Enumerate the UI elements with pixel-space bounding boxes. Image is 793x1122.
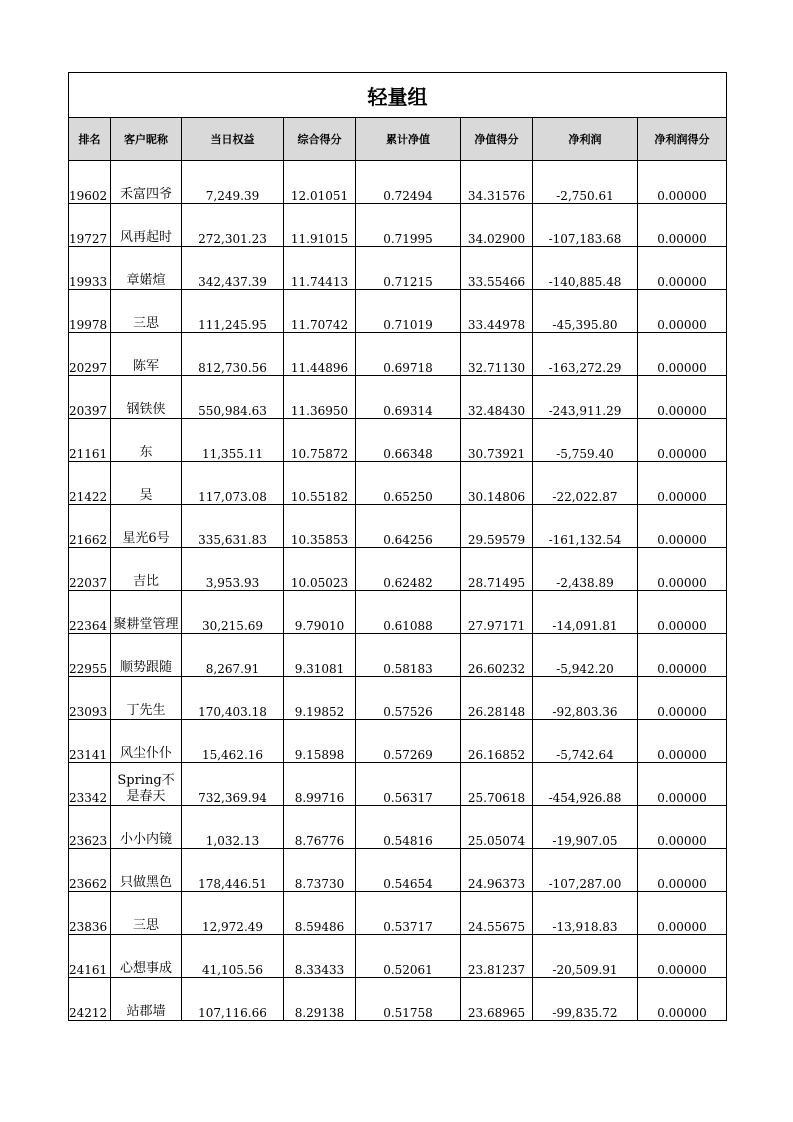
cell-net-profit: -19,907.05 bbox=[533, 806, 638, 849]
cell-equity: 335,631.83 bbox=[182, 505, 284, 548]
table-title: 轻量组 bbox=[69, 73, 727, 118]
cell-nickname: 三思 bbox=[111, 290, 182, 333]
cell-nav-score: 28.71495 bbox=[461, 548, 533, 591]
cell-net-profit-score: 0.00000 bbox=[638, 548, 727, 591]
cell-nav-score: 27.97171 bbox=[461, 591, 533, 634]
cell-nav-score: 26.60232 bbox=[461, 634, 533, 677]
cell-equity: 12,972.49 bbox=[182, 892, 284, 935]
cell-rank: 21161 bbox=[69, 419, 111, 462]
cell-cumulative-nav: 0.62482 bbox=[356, 548, 461, 591]
cell-nav-score: 26.28148 bbox=[461, 677, 533, 720]
cell-equity: 15,462.16 bbox=[182, 720, 284, 763]
cell-nickname: 星光6号 bbox=[111, 505, 182, 548]
cell-total-score: 9.79010 bbox=[284, 591, 356, 634]
cell-equity: 3,953.93 bbox=[182, 548, 284, 591]
cell-cumulative-nav: 0.71019 bbox=[356, 290, 461, 333]
cell-net-profit-score: 0.00000 bbox=[638, 247, 727, 290]
cell-nickname: Spring不是春天 bbox=[111, 763, 182, 806]
cell-nickname: 只做黑色 bbox=[111, 849, 182, 892]
cell-nav-score: 33.44978 bbox=[461, 290, 533, 333]
cell-cumulative-nav: 0.69718 bbox=[356, 333, 461, 376]
cell-nickname: 顺势跟随 bbox=[111, 634, 182, 677]
cell-net-profit-score: 0.00000 bbox=[638, 892, 727, 935]
cell-cumulative-nav: 0.57526 bbox=[356, 677, 461, 720]
cell-rank: 23342 bbox=[69, 763, 111, 806]
cell-equity: 107,116.66 bbox=[182, 978, 284, 1021]
cell-net-profit: -20,509.91 bbox=[533, 935, 638, 978]
col-header-nickname: 客户昵称 bbox=[111, 118, 182, 161]
cell-net-profit-score: 0.00000 bbox=[638, 677, 727, 720]
cell-net-profit-score: 0.00000 bbox=[638, 935, 727, 978]
cell-equity: 1,032.13 bbox=[182, 806, 284, 849]
cell-net-profit: -243,911.29 bbox=[533, 376, 638, 419]
cell-net-profit-score: 0.00000 bbox=[638, 849, 727, 892]
cell-equity: 170,403.18 bbox=[182, 677, 284, 720]
cell-rank: 19933 bbox=[69, 247, 111, 290]
cell-total-score: 8.59486 bbox=[284, 892, 356, 935]
cell-net-profit: -2,438.89 bbox=[533, 548, 638, 591]
cell-total-score: 11.44896 bbox=[284, 333, 356, 376]
cell-total-score: 11.70742 bbox=[284, 290, 356, 333]
cell-equity: 111,245.95 bbox=[182, 290, 284, 333]
cell-rank: 20297 bbox=[69, 333, 111, 376]
cell-total-score: 10.35853 bbox=[284, 505, 356, 548]
cell-cumulative-nav: 0.57269 bbox=[356, 720, 461, 763]
cell-nav-score: 23.81237 bbox=[461, 935, 533, 978]
cell-total-score: 8.29138 bbox=[284, 978, 356, 1021]
cell-net-profit: -140,885.48 bbox=[533, 247, 638, 290]
cell-nav-score: 30.14806 bbox=[461, 462, 533, 505]
cell-cumulative-nav: 0.64256 bbox=[356, 505, 461, 548]
cell-nav-score: 34.02900 bbox=[461, 204, 533, 247]
table-row bbox=[69, 849, 727, 892]
table-row bbox=[69, 161, 727, 204]
cell-equity: 41,105.56 bbox=[182, 935, 284, 978]
cell-nav-score: 23.68965 bbox=[461, 978, 533, 1021]
cell-total-score: 9.31081 bbox=[284, 634, 356, 677]
table-row bbox=[69, 978, 727, 1021]
cell-nickname: 三思 bbox=[111, 892, 182, 935]
cell-rank: 23836 bbox=[69, 892, 111, 935]
cell-total-score: 8.99716 bbox=[284, 763, 356, 806]
cell-net-profit: -5,742.64 bbox=[533, 720, 638, 763]
cell-nav-score: 25.05074 bbox=[461, 806, 533, 849]
table-row bbox=[69, 462, 727, 505]
cell-nickname: 站郡墙 bbox=[111, 978, 182, 1021]
table-row bbox=[69, 677, 727, 720]
table-row bbox=[69, 892, 727, 935]
cell-cumulative-nav: 0.56317 bbox=[356, 763, 461, 806]
cell-nickname: 聚耕堂管理 bbox=[111, 591, 182, 634]
cell-cumulative-nav: 0.61088 bbox=[356, 591, 461, 634]
cell-net-profit-score: 0.00000 bbox=[638, 290, 727, 333]
cell-equity: 550,984.63 bbox=[182, 376, 284, 419]
cell-equity: 342,437.39 bbox=[182, 247, 284, 290]
cell-cumulative-nav: 0.54654 bbox=[356, 849, 461, 892]
cell-nickname: 风再起时 bbox=[111, 204, 182, 247]
cell-cumulative-nav: 0.51758 bbox=[356, 978, 461, 1021]
cell-nickname: 吴 bbox=[111, 462, 182, 505]
cell-rank: 19978 bbox=[69, 290, 111, 333]
cell-nickname: 丁先生 bbox=[111, 677, 182, 720]
cell-net-profit: -454,926.88 bbox=[533, 763, 638, 806]
cell-total-score: 12.01051 bbox=[284, 161, 356, 204]
cell-cumulative-nav: 0.53717 bbox=[356, 892, 461, 935]
cell-net-profit: -13,918.83 bbox=[533, 892, 638, 935]
cell-rank: 20397 bbox=[69, 376, 111, 419]
cell-equity: 8,267.91 bbox=[182, 634, 284, 677]
header-row bbox=[69, 118, 727, 161]
col-header-net-profit-score: 净利润得分 bbox=[638, 118, 727, 161]
cell-equity: 117,073.08 bbox=[182, 462, 284, 505]
cell-cumulative-nav: 0.58183 bbox=[356, 634, 461, 677]
cell-total-score: 9.15898 bbox=[284, 720, 356, 763]
cell-rank: 22955 bbox=[69, 634, 111, 677]
cell-net-profit: -99,835.72 bbox=[533, 978, 638, 1021]
col-header-net-profit: 净利润 bbox=[533, 118, 638, 161]
cell-nav-score: 29.59579 bbox=[461, 505, 533, 548]
cell-equity: 178,446.51 bbox=[182, 849, 284, 892]
table-row bbox=[69, 290, 727, 333]
cell-nickname: 陈军 bbox=[111, 333, 182, 376]
cell-net-profit-score: 0.00000 bbox=[638, 505, 727, 548]
cell-rank: 24161 bbox=[69, 935, 111, 978]
cell-nav-score: 34.31576 bbox=[461, 161, 533, 204]
cell-rank: 21662 bbox=[69, 505, 111, 548]
ranking-table bbox=[68, 72, 727, 1021]
cell-net-profit-score: 0.00000 bbox=[638, 204, 727, 247]
cell-nav-score: 32.48430 bbox=[461, 376, 533, 419]
cell-cumulative-nav: 0.52061 bbox=[356, 935, 461, 978]
cell-net-profit-score: 0.00000 bbox=[638, 978, 727, 1021]
cell-net-profit: -107,287.00 bbox=[533, 849, 638, 892]
table-row bbox=[69, 333, 727, 376]
cell-nav-score: 24.96373 bbox=[461, 849, 533, 892]
cell-net-profit-score: 0.00000 bbox=[638, 376, 727, 419]
cell-equity: 812,730.56 bbox=[182, 333, 284, 376]
cell-net-profit-score: 0.00000 bbox=[638, 462, 727, 505]
cell-total-score: 8.76776 bbox=[284, 806, 356, 849]
cell-rank: 19602 bbox=[69, 161, 111, 204]
cell-total-score: 10.75872 bbox=[284, 419, 356, 462]
cell-net-profit: -22,022.87 bbox=[533, 462, 638, 505]
table-row bbox=[69, 935, 727, 978]
cell-nickname: 钢铁侠 bbox=[111, 376, 182, 419]
cell-net-profit-score: 0.00000 bbox=[638, 720, 727, 763]
cell-cumulative-nav: 0.71215 bbox=[356, 247, 461, 290]
cell-nickname: 吉比 bbox=[111, 548, 182, 591]
table-body bbox=[69, 161, 727, 1021]
cell-net-profit: -92,803.36 bbox=[533, 677, 638, 720]
cell-net-profit: -5,759.40 bbox=[533, 419, 638, 462]
col-header-nav-score: 净值得分 bbox=[461, 118, 533, 161]
cell-net-profit-score: 0.00000 bbox=[638, 591, 727, 634]
cell-net-profit-score: 0.00000 bbox=[638, 806, 727, 849]
col-header-equity: 当日权益 bbox=[182, 118, 284, 161]
table-row bbox=[69, 204, 727, 247]
cell-nickname: 东 bbox=[111, 419, 182, 462]
cell-cumulative-nav: 0.69314 bbox=[356, 376, 461, 419]
cell-rank: 23623 bbox=[69, 806, 111, 849]
cell-total-score: 11.91015 bbox=[284, 204, 356, 247]
cell-total-score: 11.74413 bbox=[284, 247, 356, 290]
cell-cumulative-nav: 0.72494 bbox=[356, 161, 461, 204]
cell-equity: 11,355.11 bbox=[182, 419, 284, 462]
table-row bbox=[69, 419, 727, 462]
cell-total-score: 10.55182 bbox=[284, 462, 356, 505]
col-header-total-score: 综合得分 bbox=[284, 118, 356, 161]
cell-rank: 22037 bbox=[69, 548, 111, 591]
col-header-cumulative-nav: 累计净值 bbox=[356, 118, 461, 161]
cell-nav-score: 26.16852 bbox=[461, 720, 533, 763]
cell-net-profit: -2,750.61 bbox=[533, 161, 638, 204]
col-header-rank: 排名 bbox=[69, 118, 111, 161]
cell-net-profit: -163,272.29 bbox=[533, 333, 638, 376]
cell-nav-score: 32.71130 bbox=[461, 333, 533, 376]
cell-nickname: 禾富四爷 bbox=[111, 161, 182, 204]
cell-rank: 23093 bbox=[69, 677, 111, 720]
cell-cumulative-nav: 0.65250 bbox=[356, 462, 461, 505]
cell-net-profit-score: 0.00000 bbox=[638, 161, 727, 204]
cell-nickname: 心想事成 bbox=[111, 935, 182, 978]
cell-equity: 732,369.94 bbox=[182, 763, 284, 806]
cell-net-profit-score: 0.00000 bbox=[638, 634, 727, 677]
cell-nav-score: 30.73921 bbox=[461, 419, 533, 462]
cell-total-score: 8.73730 bbox=[284, 849, 356, 892]
table-row bbox=[69, 376, 727, 419]
cell-total-score: 10.05023 bbox=[284, 548, 356, 591]
table-row bbox=[69, 505, 727, 548]
cell-net-profit: -45,395.80 bbox=[533, 290, 638, 333]
table-row bbox=[69, 634, 727, 677]
cell-net-profit: -161,132.54 bbox=[533, 505, 638, 548]
cell-net-profit: -107,183.68 bbox=[533, 204, 638, 247]
cell-nav-score: 33.55466 bbox=[461, 247, 533, 290]
cell-nickname: 章婼煊 bbox=[111, 247, 182, 290]
cell-nav-score: 24.55675 bbox=[461, 892, 533, 935]
cell-rank: 22364 bbox=[69, 591, 111, 634]
cell-net-profit: -5,942.20 bbox=[533, 634, 638, 677]
cell-net-profit-score: 0.00000 bbox=[638, 419, 727, 462]
table-row bbox=[69, 763, 727, 806]
cell-net-profit-score: 0.00000 bbox=[638, 763, 727, 806]
cell-equity: 7,249.39 bbox=[182, 161, 284, 204]
cell-net-profit: -14,091.81 bbox=[533, 591, 638, 634]
cell-rank: 21422 bbox=[69, 462, 111, 505]
cell-equity: 272,301.23 bbox=[182, 204, 284, 247]
table-row bbox=[69, 548, 727, 591]
table-row bbox=[69, 247, 727, 290]
cell-net-profit-score: 0.00000 bbox=[638, 333, 727, 376]
cell-rank: 24212 bbox=[69, 978, 111, 1021]
cell-total-score: 9.19852 bbox=[284, 677, 356, 720]
table-row bbox=[69, 806, 727, 849]
cell-total-score: 11.36950 bbox=[284, 376, 356, 419]
cell-nav-score: 25.70618 bbox=[461, 763, 533, 806]
cell-nickname: 小小内镜 bbox=[111, 806, 182, 849]
table-row bbox=[69, 591, 727, 634]
cell-total-score: 8.33433 bbox=[284, 935, 356, 978]
cell-rank: 23141 bbox=[69, 720, 111, 763]
cell-rank: 19727 bbox=[69, 204, 111, 247]
table-row bbox=[69, 720, 727, 763]
cell-cumulative-nav: 0.66348 bbox=[356, 419, 461, 462]
cell-cumulative-nav: 0.54816 bbox=[356, 806, 461, 849]
cell-equity: 30,215.69 bbox=[182, 591, 284, 634]
cell-nickname: 风尘仆仆 bbox=[111, 720, 182, 763]
cell-cumulative-nav: 0.71995 bbox=[356, 204, 461, 247]
cell-rank: 23662 bbox=[69, 849, 111, 892]
